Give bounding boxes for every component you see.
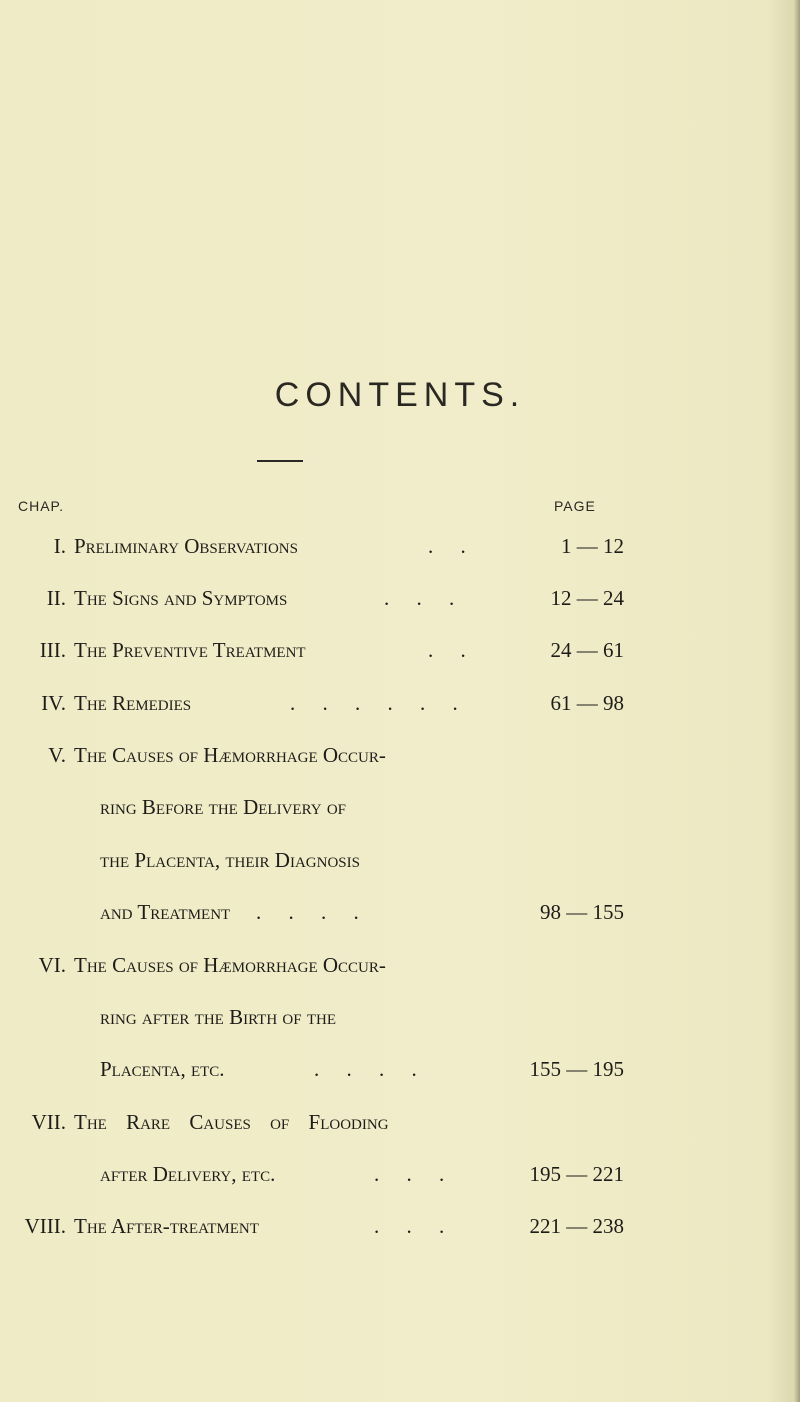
chapter-title: The Rare Causes of Flooding [74,1110,389,1134]
leader-dots: . . . [374,1162,456,1186]
chapter-number: VII. [31,1110,66,1134]
page-title: CONTENTS. [274,376,526,414]
title-rule [257,460,303,462]
page-column-header: PAGE [554,498,596,514]
chapter-number: I. [53,534,66,558]
chapter-title-cont: ring Before the Delivery of [100,795,346,819]
chapter-title: The Preventive Treatment [74,638,306,662]
chapter-title: The Signs and Symptoms [74,586,288,610]
chapter-title-cont: the Placenta, their Diagnosis [100,848,360,872]
leader-dots: . . . [384,586,466,610]
chapter-number: II. [46,586,66,610]
leader-dots: . . . . . . [290,691,469,715]
chapter-title: The Causes of Hæmorrhage Occur- [74,743,386,767]
chapter-title: The Remedies [74,691,192,715]
chapter-number: III. [39,638,66,662]
chapter-title: Preliminary Observations [74,534,298,558]
chapter-title-cont: Placenta, etc. [100,1057,225,1081]
leader-dots: . . . . [314,1057,428,1081]
chapter-title-cont: and Treatment [100,900,231,924]
chapter-number: VIII. [24,1214,66,1238]
leader-dots: . . . . [256,900,370,924]
leader-dots: . . [428,534,477,558]
chap-column-header: CHAP. [18,498,64,514]
chapter-title-cont: after Delivery, etc. [100,1162,276,1186]
chapter-title: The Causes of Hæmorrhage Occur- [74,953,386,977]
chapter-title-cont: ring after the Birth of the [100,1005,337,1029]
leader-dots: . . . [374,1214,456,1238]
chapter-number: V. [48,743,66,767]
chapter-title: The After-treatment [74,1214,259,1238]
leader-dots: . . [428,638,477,662]
book-page: CONTENTS. CHAP. PAGE I. Preliminary Observations . . 1 — 12 II. The Signs and Symptoms . . . 12 — 24 III. The Preventive Treatment . . 24 — 61 IV. The Remedies . . . . . . 61 — 98 V. The Causes of Hæmorrhage Occur- ring Before the Delivery of the Placenta, their Diagnosis and Treatment . . . . 98 — 155 VI. The Causes of Hæmorrhage Occur- ring after the Birth of the Placenta, etc. . . . . 155 — 195 VII. The Rare Causes of Flooding after Delivery, etc. . . . 195 — 221 VIII. The After-treatment . . . 221 — 238 [0,0,800,1402]
page-edge-shadow [794,0,800,1402]
chapter-number: IV. [41,691,66,715]
chapter-number: VI. [38,953,66,977]
